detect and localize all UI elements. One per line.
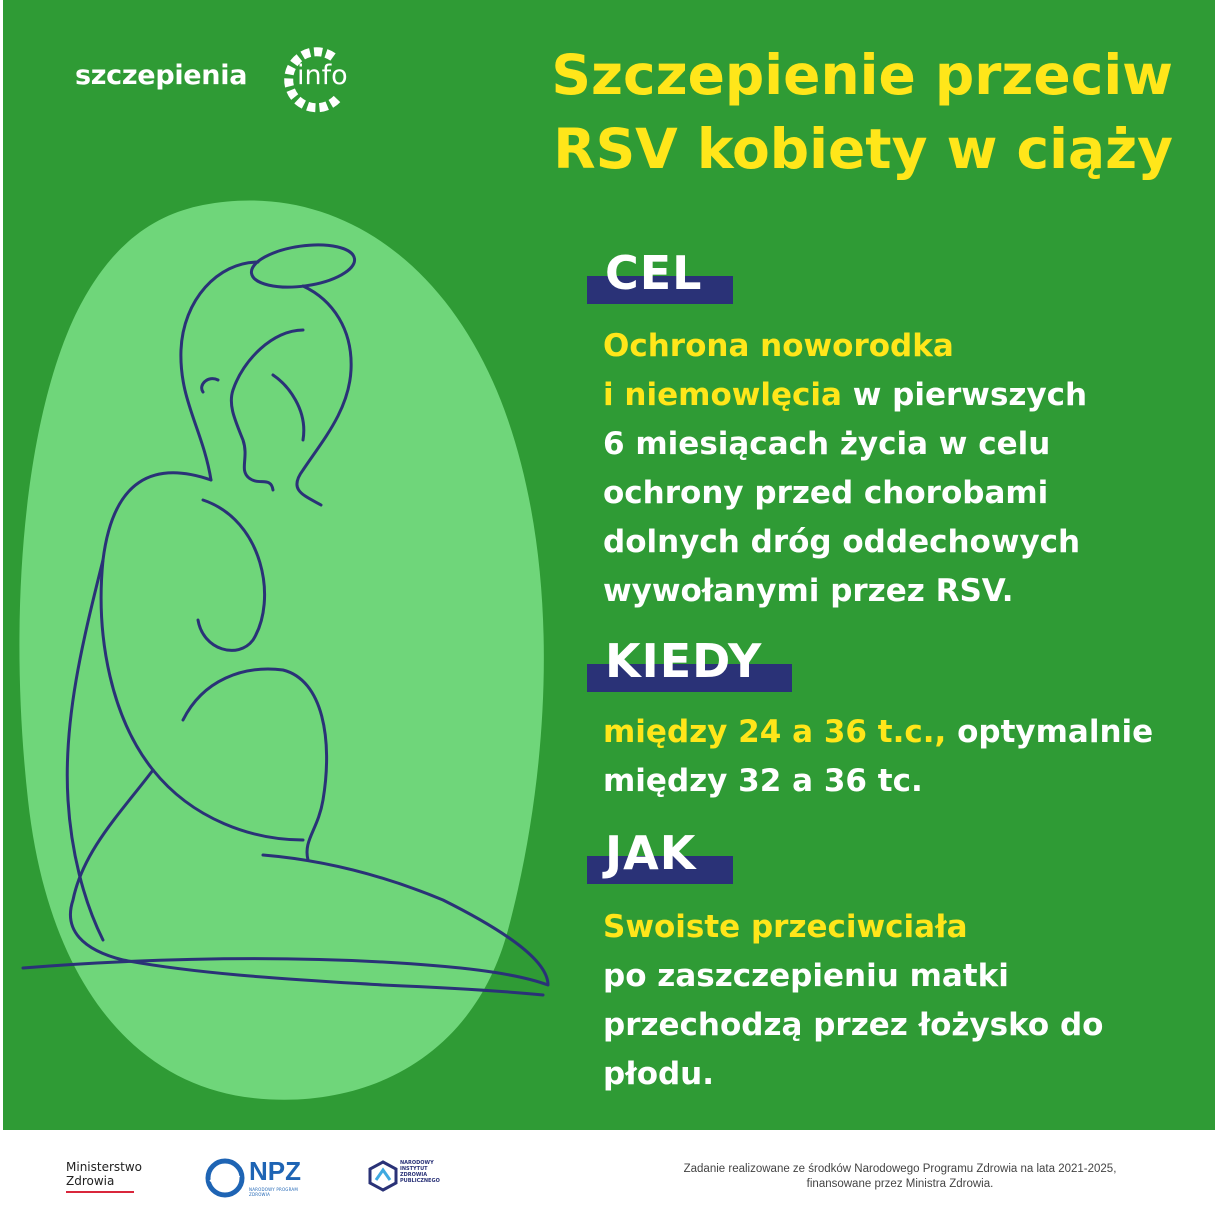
logo-info-text: info (297, 60, 348, 91)
szczepienia-info-logo (75, 48, 395, 108)
kiedy-line-2: między 32 a 36 tc. (603, 763, 923, 799)
funding-note (640, 1162, 1160, 1192)
nizp-hexagon-icon (368, 1160, 398, 1192)
jak-line-3: przechodzą przez łożysko do (603, 1007, 1104, 1043)
ministry-of-health-logo (66, 1160, 142, 1193)
section-text-cel (603, 322, 1193, 616)
npz-logo (205, 1158, 315, 1198)
jak-line-4: płodu. (603, 1056, 715, 1092)
nizp-line-1: NARODOWY (400, 1160, 434, 1166)
nizp-line-2: INSTYTUT (400, 1166, 428, 1172)
ministry-line-2: Zdrowia (66, 1174, 115, 1188)
nizp-logo (368, 1160, 448, 1194)
heading-text: CEL (605, 246, 703, 300)
cel-line-6: wywołanymi przez RSV. (603, 573, 1014, 609)
npz-swirl-icon (205, 1158, 245, 1198)
heading-text: JAK (605, 826, 697, 880)
cel-line-4: ochrony przed chorobami (603, 475, 1049, 511)
kiedy-line-1-highlight: między 24 a 36 t.c., (603, 714, 947, 750)
footer (0, 1130, 1217, 1212)
section-heading-cel (587, 246, 737, 304)
npz-label: NPZ (249, 1156, 301, 1186)
logo-text: szczepienia (75, 60, 248, 91)
kiedy-line-1-rest: optymalnie (946, 714, 1154, 750)
section-text-kiedy (603, 708, 1203, 806)
heading-text: KIEDY (605, 634, 763, 688)
title-line-1: Szczepienie przeciw (551, 43, 1173, 107)
nizp-line-4: PUBLICZNEGO (400, 1178, 440, 1184)
title-line-2: RSV kobiety w ciąży (553, 117, 1173, 181)
cel-line-1: Ochrona noworodka (603, 328, 954, 364)
section-text-jak (603, 903, 1193, 1099)
jak-line-2: po zaszczepieniu matki (603, 958, 1009, 994)
npz-subtitle: NARODOWY PROGRAM ZDROWIA (249, 1187, 298, 1197)
nizp-text (400, 1160, 440, 1184)
funding-line-1: Zadanie realizowane ze środków Narodowego Programu Zdrowia na lata 2021-2025, (683, 1163, 1117, 1175)
cel-line-3: 6 miesiącach życia w celu (603, 426, 1051, 462)
page-title (453, 38, 1173, 186)
nizp-line-3: ZDROWIA (400, 1172, 428, 1178)
ministry-line-1: Ministerstwo (66, 1160, 143, 1174)
funding-line-2: finansowane przez Ministra Zdrowia. (806, 1178, 994, 1190)
section-heading-jak (587, 826, 737, 884)
ministry-red-line (66, 1191, 134, 1193)
jak-line-1: Swoiste przeciwciała (603, 909, 968, 945)
cel-line-5: dolnych dróg oddechowych (603, 524, 1081, 560)
section-heading-kiedy (587, 634, 797, 692)
cel-line-2-rest: w pierwszych (841, 377, 1088, 413)
cel-line-2-highlight: i niemowlęcia (603, 377, 842, 413)
poster (3, 0, 1215, 1130)
